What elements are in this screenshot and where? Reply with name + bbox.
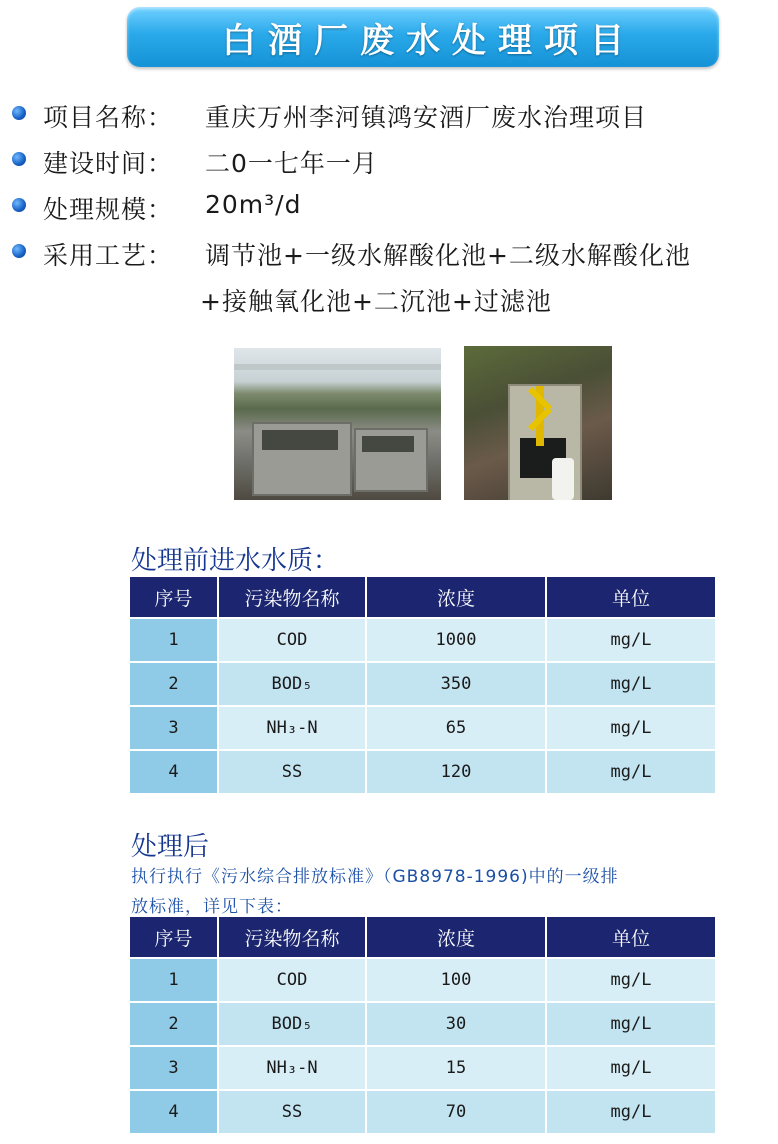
cell-concentration: 350 [366, 662, 546, 706]
cell-concentration: 30 [366, 1002, 546, 1046]
treatment-tanks-photo [234, 348, 441, 500]
cell-concentration: 120 [366, 750, 546, 793]
cell-pollutant: COD [218, 958, 366, 1002]
cell-pollutant: NH₃-N [218, 1046, 366, 1090]
info-row-process-cont [10, 278, 770, 324]
cell-unit: mg/L [546, 618, 715, 662]
cell-unit: mg/L [546, 1046, 715, 1090]
before-quality-table [130, 577, 715, 793]
info-label: 项目名称： [43, 103, 174, 132]
info-row-scale [10, 186, 770, 232]
cell-unit: mg/L [546, 1090, 715, 1133]
header-unit: 单位 [546, 577, 715, 618]
cell-index: 4 [130, 1090, 218, 1133]
after-note-line2: 放标准，详见下表： [131, 897, 293, 917]
bullet-icon [12, 198, 26, 212]
cell-concentration: 100 [366, 958, 546, 1002]
cell-concentration: 70 [366, 1090, 546, 1133]
cell-index: 4 [130, 750, 218, 793]
info-row-project-name [10, 94, 770, 140]
info-label: 采用工艺： [43, 241, 174, 270]
cell-index: 3 [130, 706, 218, 750]
header-concentration: 浓度 [366, 917, 546, 958]
info-label: 处理规模： [43, 195, 174, 224]
after-note-line1: 执行执行《污水综合排放标准》（GB8978-1996)中的一级排 [131, 867, 619, 887]
cell-index: 2 [130, 662, 218, 706]
table-row [130, 1046, 715, 1090]
info-row-process [10, 232, 770, 278]
header-index: 序号 [130, 917, 218, 958]
cell-index: 3 [130, 1046, 218, 1090]
photo-water [362, 436, 414, 452]
table-header-row [130, 577, 715, 618]
cell-unit: mg/L [546, 662, 715, 706]
cell-pollutant: BOD₅ [218, 1002, 366, 1046]
header-pollutant: 污染物名称 [218, 577, 366, 618]
pipe-well-photo [464, 346, 612, 500]
info-value: 重庆万州李河镇鸿安酒厂废水治理项目 [205, 103, 648, 132]
info-value-continued: +接触氧化池+二沉池+过滤池 [200, 287, 552, 316]
cell-index: 1 [130, 958, 218, 1002]
table-row [130, 618, 715, 662]
photo-water [262, 430, 338, 450]
table-row [130, 706, 715, 750]
table-row [130, 1002, 715, 1046]
after-quality-table [130, 917, 715, 1133]
cell-pollutant: NH₃-N [218, 706, 366, 750]
table-header-row [130, 917, 715, 958]
cell-unit: mg/L [546, 1002, 715, 1046]
cell-unit: mg/L [546, 958, 715, 1002]
info-row-build-time [10, 140, 770, 186]
cell-concentration: 65 [366, 706, 546, 750]
header-pollutant: 污染物名称 [218, 917, 366, 958]
cell-concentration: 1000 [366, 618, 546, 662]
project-info-list [10, 94, 770, 324]
header-concentration: 浓度 [366, 577, 546, 618]
cell-concentration: 15 [366, 1046, 546, 1090]
bullet-icon [12, 152, 26, 166]
bullet-icon [12, 106, 26, 120]
bullet-icon [12, 244, 26, 258]
table-row [130, 1090, 715, 1133]
info-value: 二0一七年一月 [205, 149, 378, 178]
header-unit: 单位 [546, 917, 715, 958]
cell-index: 2 [130, 1002, 218, 1046]
cell-unit: mg/L [546, 750, 715, 793]
cell-pollutant: BOD₅ [218, 662, 366, 706]
cell-pollutant: SS [218, 750, 366, 793]
cell-unit: mg/L [546, 706, 715, 750]
cell-pollutant: COD [218, 618, 366, 662]
before-heading: 处理前进水水质： [131, 546, 340, 576]
info-label: 建设时间： [43, 149, 174, 178]
photo-roof [234, 364, 441, 370]
after-heading: 处理后 [131, 832, 210, 862]
table-row [130, 750, 715, 793]
cell-index: 1 [130, 618, 218, 662]
title-banner [127, 7, 719, 67]
info-value: 20m³/d [205, 190, 302, 219]
cell-pollutant: SS [218, 1090, 366, 1133]
table-row [130, 662, 715, 706]
header-index: 序号 [130, 577, 218, 618]
page-title: 白酒厂废水处理项目 [222, 20, 636, 61]
photo-white-pipe [552, 458, 574, 500]
info-value: 调节池+一级水解酸化池+二级水解酸化池 [205, 241, 691, 270]
table-row [130, 958, 715, 1002]
